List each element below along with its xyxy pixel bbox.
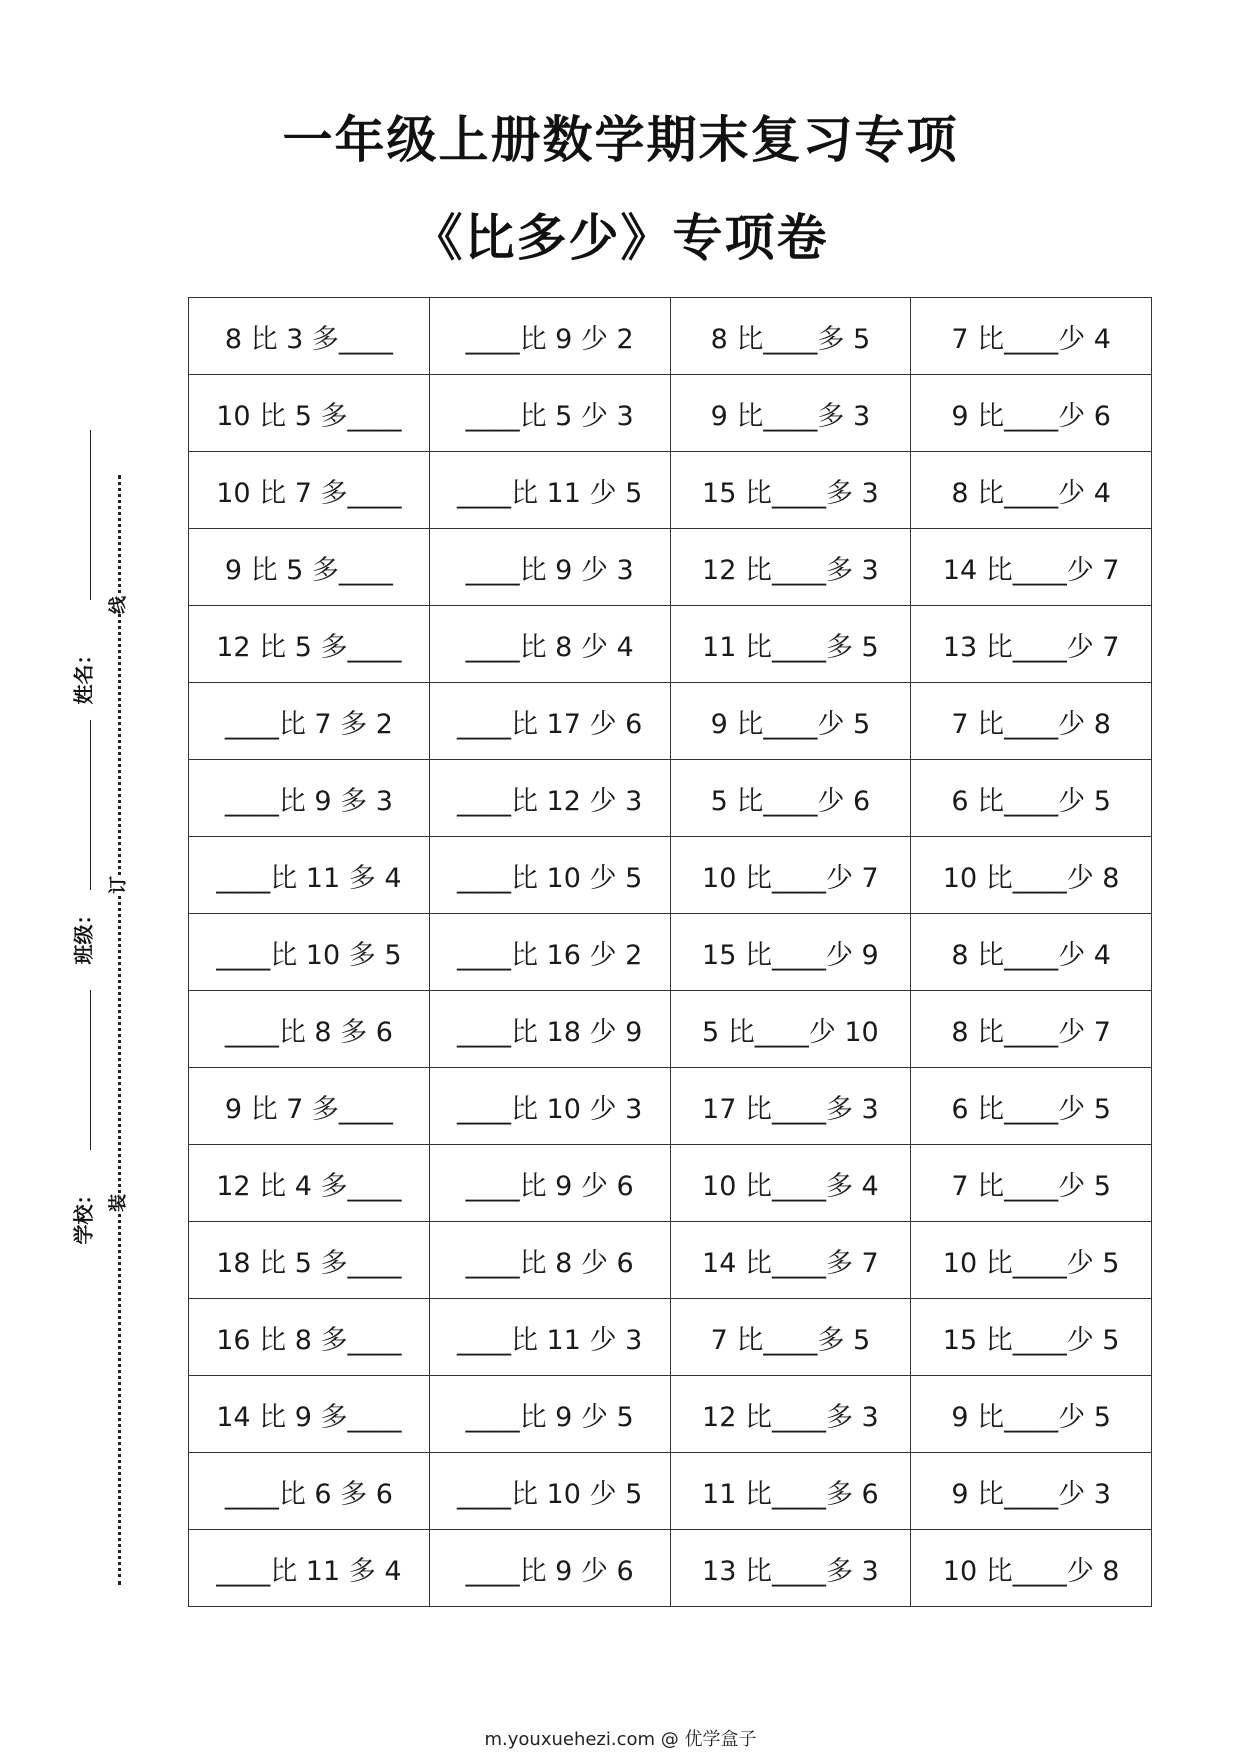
table-row [189, 452, 1152, 529]
exercise-cell: 10 比____少 8 [911, 837, 1152, 914]
exercise-cell: 10 比 7 多____ [189, 452, 430, 529]
exercise-cell: 9 比 7 多____ [189, 1068, 430, 1145]
exercise-cell: ____比 9 少 6 [429, 1145, 670, 1222]
exercise-cell: ____比 9 多 3 [189, 760, 430, 837]
binding-margin [60, 430, 140, 1590]
table-row [189, 837, 1152, 914]
class-line [90, 720, 91, 890]
exercise-cell: 14 比____多 7 [670, 1222, 911, 1299]
exercise-cell: ____比 9 少 6 [429, 1530, 670, 1607]
exercise-cell: 8 比____少 4 [911, 914, 1152, 991]
exercise-cell: ____比 11 多 4 [189, 1530, 430, 1607]
exercise-cell: 5 比____少 10 [670, 991, 911, 1068]
exercise-cell: 9 比 5 多____ [189, 529, 430, 606]
exercise-cell: 17 比____多 3 [670, 1068, 911, 1145]
table-row [189, 760, 1152, 837]
name-line [90, 430, 91, 600]
class-label: 班级： [71, 904, 96, 965]
exercise-cell: 18 比 5 多____ [189, 1222, 430, 1299]
exercise-cell: 8 比____多 5 [670, 298, 911, 375]
table-row [189, 375, 1152, 452]
exercise-cell: 7 比____少 5 [911, 1145, 1152, 1222]
page-title: 一年级上册数学期末复习专项 [282, 111, 959, 169]
exercise-cell: 6 比____少 5 [911, 1068, 1152, 1145]
exercise-cell: 14 比____少 7 [911, 529, 1152, 606]
exercise-cell: ____比 8 少 4 [429, 606, 670, 683]
footer: m.youxuehezi.com @ 优学盒子 [484, 1729, 757, 1750]
exercise-cell: 7 比____少 4 [911, 298, 1152, 375]
table-row [189, 1376, 1152, 1453]
exercise-cell: 16 比 8 多____ [189, 1299, 430, 1376]
exercise-cell: 13 比____少 7 [911, 606, 1152, 683]
table-row [189, 1453, 1152, 1530]
exercise-cell: ____比 10 多 5 [189, 914, 430, 991]
exercise-cell: ____比 7 多 2 [189, 683, 430, 760]
table-row [189, 914, 1152, 991]
exercise-cell: 10 比____多 4 [670, 1145, 911, 1222]
table-row [189, 991, 1152, 1068]
table-row [189, 529, 1152, 606]
exercise-cell: 10 比 5 多____ [189, 375, 430, 452]
exercise-cell: ____比 11 少 3 [429, 1299, 670, 1376]
exercise-cell: 11 比____多 6 [670, 1453, 911, 1530]
exercise-cell: 8 比____少 7 [911, 991, 1152, 1068]
exercise-cell: ____比 17 少 6 [429, 683, 670, 760]
exercise-cell: ____比 8 少 6 [429, 1222, 670, 1299]
exercise-cell: 12 比 4 多____ [189, 1145, 430, 1222]
exercise-cell: 13 比____多 3 [670, 1530, 911, 1607]
exercise-cell: 15 比____多 3 [670, 452, 911, 529]
exercise-cell: 10 比____少 7 [670, 837, 911, 914]
exercise-cell: 5 比____少 6 [670, 760, 911, 837]
exercise-cell: 9 比____少 6 [911, 375, 1152, 452]
table-row [189, 1068, 1152, 1145]
exercise-cell: 9 比____少 5 [670, 683, 911, 760]
exercise-cell: ____比 6 多 6 [189, 1453, 430, 1530]
exercise-cell: 9 比____多 3 [670, 375, 911, 452]
exercise-cell: ____比 9 少 5 [429, 1376, 670, 1453]
exercise-cell: 8 比____少 4 [911, 452, 1152, 529]
table-row [189, 1530, 1152, 1607]
mark-xian: 线 [102, 596, 132, 614]
exercise-cell: 9 比____少 3 [911, 1453, 1152, 1530]
exercise-cell: ____比 8 多 6 [189, 991, 430, 1068]
name-label: 姓名： [71, 644, 96, 705]
school-line [90, 990, 91, 1150]
table-row [189, 298, 1152, 375]
exercise-cell: ____比 9 少 2 [429, 298, 670, 375]
mark-ding: 订 [102, 876, 132, 894]
exercise-cell: ____比 11 少 5 [429, 452, 670, 529]
table-row [189, 683, 1152, 760]
exercise-cell: 14 比 9 多____ [189, 1376, 430, 1453]
cut-line [118, 475, 121, 1585]
exercise-cell: 12 比____多 3 [670, 1376, 911, 1453]
table-row [189, 1145, 1152, 1222]
exercise-cell: ____比 9 少 3 [429, 529, 670, 606]
table-row [189, 1222, 1152, 1299]
exercise-cell: 15 比____少 9 [670, 914, 911, 991]
exercise-cell: ____比 16 少 2 [429, 914, 670, 991]
exercise-cell: 12 比____多 3 [670, 529, 911, 606]
exercise-cell: 7 比____多 5 [670, 1299, 911, 1376]
exercise-cell: ____比 18 少 9 [429, 991, 670, 1068]
school-label: 学校： [71, 1184, 96, 1245]
exercise-cell: ____比 12 少 3 [429, 760, 670, 837]
exercise-cell: 10 比____少 8 [911, 1530, 1152, 1607]
table-row [189, 606, 1152, 683]
exercise-cell: 10 比____少 5 [911, 1222, 1152, 1299]
table-row [189, 1299, 1152, 1376]
exercise-table [188, 297, 1152, 1607]
exercise-cell: ____比 10 少 5 [429, 837, 670, 914]
mark-zhuang: 装 [102, 1194, 132, 1212]
exercise-cell: 8 比 3 多____ [189, 298, 430, 375]
page-subtitle: 《比多少》专项卷 [412, 209, 829, 267]
exercise-cell: ____比 5 少 3 [429, 375, 670, 452]
exercise-cell: 6 比____少 5 [911, 760, 1152, 837]
exercise-cell: ____比 10 少 3 [429, 1068, 670, 1145]
exercise-cell: 12 比 5 多____ [189, 606, 430, 683]
exercise-cell: 11 比____多 5 [670, 606, 911, 683]
exercise-cell: ____比 10 少 5 [429, 1453, 670, 1530]
exercise-cell: 7 比____少 8 [911, 683, 1152, 760]
exercise-cell: 15 比____少 5 [911, 1299, 1152, 1376]
exercise-cell: ____比 11 多 4 [189, 837, 430, 914]
exercise-cell: 9 比____少 5 [911, 1376, 1152, 1453]
